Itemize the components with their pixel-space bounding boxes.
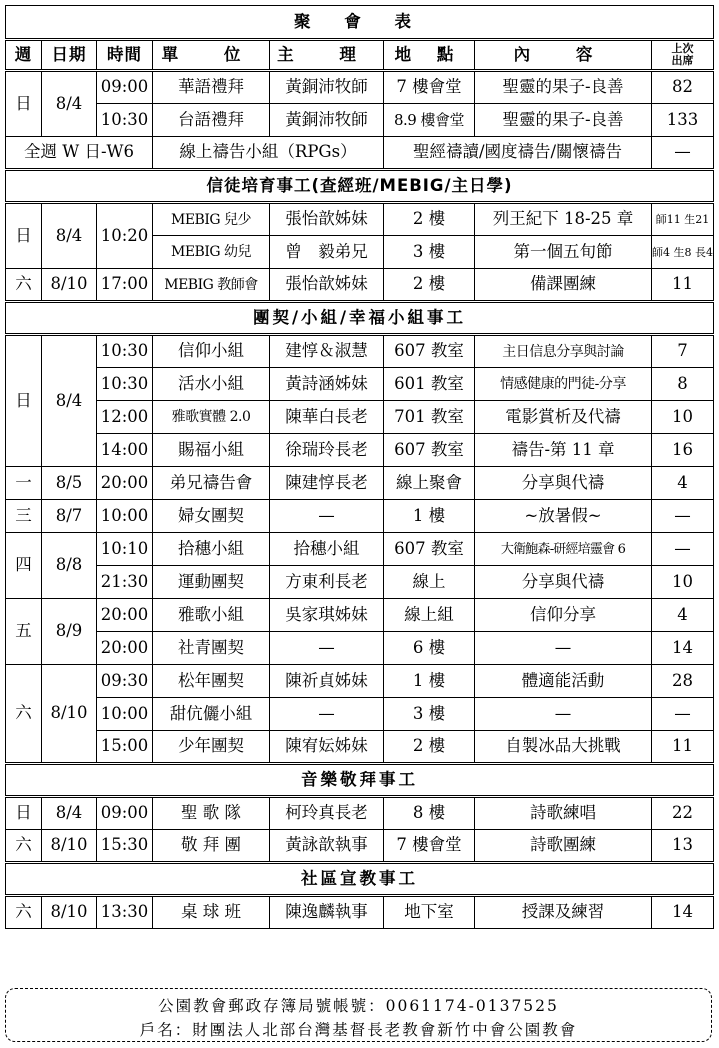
host-cell: 黃銅沛牧師 (270, 104, 384, 137)
content-cell: 自製冰品大挑戰 (475, 731, 652, 764)
place-cell: 線上 (384, 566, 475, 599)
table-row (6, 566, 714, 599)
time-cell: 10:20 (97, 203, 153, 269)
day-cell: 三 (6, 500, 42, 533)
time-cell: 15:00 (97, 731, 153, 764)
section-title-fellowship: 團契/小組/幸福小組事工 (6, 302, 714, 335)
header-date: 日期 (42, 40, 97, 71)
table-row (6, 698, 714, 731)
count-cell: 133 (652, 104, 714, 137)
place-cell: 1 樓 (384, 665, 475, 698)
place-cell: 701 教室 (384, 401, 475, 434)
content-cell: 電影賞析及代禱 (475, 401, 652, 434)
content-cell: — (475, 698, 652, 731)
table-row (6, 434, 714, 467)
day-cell: 四 (6, 533, 42, 599)
time-cell: 10:30 (97, 335, 153, 368)
count-cell: 11 (652, 269, 714, 302)
date-cell: 8/10 (42, 269, 97, 302)
section-title-music: 音樂敬拜事工 (6, 764, 714, 797)
host-cell: 陳逸麟執事 (270, 896, 384, 929)
place-cell: 3 樓 (384, 698, 475, 731)
count-cell: 師4 生8 長4 (652, 236, 714, 269)
content-cell: 第一個五旬節 (475, 236, 652, 269)
table-row (6, 137, 714, 170)
content-cell: 情感健康的門徒-分享 (475, 368, 652, 401)
table-row (6, 269, 714, 302)
count-cell: — (652, 137, 714, 170)
section-title-outreach: 社區宣教事工 (6, 863, 714, 896)
header-attendance-line1: 上次 (671, 42, 694, 55)
unit-cell: 敬 拜 團 (153, 830, 270, 863)
host-cell: 陳華白長老 (270, 401, 384, 434)
host-cell: 方東利長老 (270, 566, 384, 599)
place-cell: 2 樓 (384, 269, 475, 302)
unit-cell: 台語禮拜 (153, 104, 270, 137)
time-cell: 12:00 (97, 401, 153, 434)
header-content: 內 容 (475, 40, 652, 71)
content-cell: 分享與代禱 (475, 467, 652, 500)
place-cell: 607 教室 (384, 434, 475, 467)
table-row (6, 368, 714, 401)
day-cell: 六 (6, 896, 42, 929)
unit-cell: 拾穗小組 (153, 533, 270, 566)
table-row (6, 599, 714, 632)
day-cell: 五 (6, 599, 42, 665)
day-cell: 六 (6, 830, 42, 863)
section-title-education: 信徒培育事工(查經班/MEBIG/主日學) (6, 170, 714, 203)
table-row (6, 731, 714, 764)
place-cell: 線上聚會 (384, 467, 475, 500)
place-cell: 607 教室 (384, 533, 475, 566)
day-cell: 日 (6, 203, 42, 269)
unit-cell: 松年團契 (153, 665, 270, 698)
host-cell: 張怡歆姊妹 (270, 203, 384, 236)
time-cell: 20:00 (97, 467, 153, 500)
place-cell: 601 教室 (384, 368, 475, 401)
place-cell: 8.9 樓會堂 (384, 104, 475, 137)
content-cell: 體適能活動 (475, 665, 652, 698)
host-cell: 拾穗小組 (270, 533, 384, 566)
content-cell: 信仰分享 (475, 599, 652, 632)
date-cell: 8/4 (42, 335, 97, 467)
header-unit: 單 位 (153, 40, 270, 71)
content-cell: — (475, 632, 652, 665)
header-attendance (652, 40, 714, 71)
day-cell: 六 (6, 665, 42, 764)
header-time: 時間 (97, 40, 153, 71)
count-cell: 22 (652, 797, 714, 830)
unit-cell: MEBIG 兒少 (153, 203, 270, 236)
time-cell: 10:30 (97, 104, 153, 137)
header-attendance-line2: 出席 (671, 54, 694, 67)
schedule-title: 聚 會 表 (6, 6, 714, 40)
content-cell: 備課團練 (475, 269, 652, 302)
time-cell: 09:00 (97, 71, 153, 104)
place-cell: 7 樓會堂 (384, 830, 475, 863)
content-cell: ~放暑假~ (475, 500, 652, 533)
unit-cell: 運動團契 (153, 566, 270, 599)
host-cell: 柯玲真長老 (270, 797, 384, 830)
weekly-unit-cell: 線上禱告小組（RPGs） (153, 137, 384, 170)
day-cell: 日 (6, 335, 42, 467)
host-cell: — (270, 698, 384, 731)
content-cell: 列王紀下 18-25 章 (475, 203, 652, 236)
day-cell: 日 (6, 797, 42, 830)
table-row (6, 500, 714, 533)
unit-cell: 桌 球 班 (153, 896, 270, 929)
date-cell: 8/4 (42, 71, 97, 137)
count-cell: 4 (652, 599, 714, 632)
content-cell: 分享與代禱 (475, 566, 652, 599)
table-row (6, 797, 714, 830)
place-cell: 2 樓 (384, 203, 475, 236)
unit-cell: 賜福小組 (153, 434, 270, 467)
place-cell: 7 樓會堂 (384, 71, 475, 104)
table-row (6, 203, 714, 236)
host-cell: — (270, 632, 384, 665)
unit-cell: 少年團契 (153, 731, 270, 764)
day-cell: 一 (6, 467, 42, 500)
count-cell: 82 (652, 71, 714, 104)
footer-account-name: 戶名：財團法人北部台灣基督長老教會新竹中會公園教會 (139, 1021, 578, 1039)
place-cell: 線上組 (384, 599, 475, 632)
count-cell: 28 (652, 665, 714, 698)
host-cell: 建惇＆淑慧 (270, 335, 384, 368)
time-cell: 10:10 (97, 533, 153, 566)
unit-cell: 信仰小組 (153, 335, 270, 368)
place-cell: 8 樓 (384, 797, 475, 830)
host-cell: — (270, 500, 384, 533)
count-cell: 13 (652, 830, 714, 863)
place-cell: 1 樓 (384, 500, 475, 533)
date-cell: 8/10 (42, 830, 97, 863)
footer-box (5, 988, 712, 1042)
table-row (6, 533, 714, 566)
host-cell: 吳家琪姊妹 (270, 599, 384, 632)
weekly-label-cell: 全週 W 日-W6 (6, 137, 153, 170)
place-cell: 607 教室 (384, 335, 475, 368)
host-cell: 黃詩涵姊妹 (270, 368, 384, 401)
host-cell: 曾 毅弟兄 (270, 236, 384, 269)
content-cell: 聖靈的果子-良善 (475, 104, 652, 137)
place-cell: 地下室 (384, 896, 475, 929)
date-cell: 8/7 (42, 500, 97, 533)
host-cell: 黃詠歆執事 (270, 830, 384, 863)
count-cell: 8 (652, 368, 714, 401)
date-cell: 8/4 (42, 797, 97, 830)
table-row (6, 401, 714, 434)
time-cell: 20:00 (97, 632, 153, 665)
count-cell: 10 (652, 401, 714, 434)
time-cell: 17:00 (97, 269, 153, 302)
host-cell: 陳祈貞姊妹 (270, 665, 384, 698)
unit-cell: MEBIG 教師會 (153, 269, 270, 302)
table-row (6, 71, 714, 104)
count-cell: 10 (652, 566, 714, 599)
table-row (6, 632, 714, 665)
unit-cell: 雅歌實體 2.0 (153, 401, 270, 434)
host-cell: 陳宥妘姊妹 (270, 731, 384, 764)
time-cell: 10:00 (97, 500, 153, 533)
unit-cell: 活水小組 (153, 368, 270, 401)
time-cell: 21:30 (97, 566, 153, 599)
time-cell: 10:30 (97, 368, 153, 401)
date-cell: 8/10 (42, 896, 97, 929)
date-cell: 8/8 (42, 533, 97, 599)
unit-cell: 甜伉儷小組 (153, 698, 270, 731)
count-cell: 14 (652, 896, 714, 929)
count-cell: — (652, 698, 714, 731)
day-cell: 六 (6, 269, 42, 302)
unit-cell: 弟兄禱告會 (153, 467, 270, 500)
content-cell: 詩歌練唱 (475, 797, 652, 830)
footer-account: 公園教會郵政存簿局號帳號：0061174-0137525 (158, 997, 559, 1015)
header-day: 週 (6, 40, 42, 71)
place-cell: 6 樓 (384, 632, 475, 665)
unit-cell: 婦女團契 (153, 500, 270, 533)
time-cell: 09:00 (97, 797, 153, 830)
header-host: 主 理 (270, 40, 384, 71)
content-cell: 禱告-第 11 章 (475, 434, 652, 467)
table-row (6, 896, 714, 929)
table-row (6, 830, 714, 863)
table-row (6, 665, 714, 698)
time-cell: 09:30 (97, 665, 153, 698)
host-cell: 徐瑞玲長老 (270, 434, 384, 467)
header-place: 地 點 (384, 40, 475, 71)
time-cell: 13:30 (97, 896, 153, 929)
date-cell: 8/5 (42, 467, 97, 500)
count-cell: 14 (652, 632, 714, 665)
content-cell: 聖靈的果子-良善 (475, 71, 652, 104)
host-cell: 張怡歆姊妹 (270, 269, 384, 302)
time-cell: 10:00 (97, 698, 153, 731)
schedule-table (5, 5, 714, 929)
header-row (6, 40, 714, 71)
date-cell: 8/9 (42, 599, 97, 665)
time-cell: 15:30 (97, 830, 153, 863)
unit-cell: 聖 歌 隊 (153, 797, 270, 830)
unit-cell: 雅歌小組 (153, 599, 270, 632)
time-cell: 14:00 (97, 434, 153, 467)
count-cell: 7 (652, 335, 714, 368)
count-cell: — (652, 500, 714, 533)
weekly-content-cell: 聖經禱讀/國度禱告/關懷禱告 (384, 137, 652, 170)
host-cell: 陳建惇長老 (270, 467, 384, 500)
host-cell: 黃銅沛牧師 (270, 71, 384, 104)
count-cell: 16 (652, 434, 714, 467)
date-cell: 8/4 (42, 203, 97, 269)
unit-cell: 社青團契 (153, 632, 270, 665)
content-cell: 大衛鮑森-研經培靈會 6 (475, 533, 652, 566)
table-row (6, 467, 714, 500)
content-cell: 授課及練習 (475, 896, 652, 929)
count-cell: — (652, 533, 714, 566)
table-row (6, 335, 714, 368)
table-row (6, 104, 714, 137)
unit-cell: 華語禮拜 (153, 71, 270, 104)
content-cell: 詩歌團練 (475, 830, 652, 863)
unit-cell: MEBIG 幼兒 (153, 236, 270, 269)
time-cell: 20:00 (97, 599, 153, 632)
place-cell: 3 樓 (384, 236, 475, 269)
place-cell: 2 樓 (384, 731, 475, 764)
count-cell: 11 (652, 731, 714, 764)
date-cell: 8/10 (42, 665, 97, 764)
count-cell: 4 (652, 467, 714, 500)
count-cell: 師11 生21 (652, 203, 714, 236)
day-cell: 日 (6, 71, 42, 137)
content-cell: 主日信息分享與討論 (475, 335, 652, 368)
